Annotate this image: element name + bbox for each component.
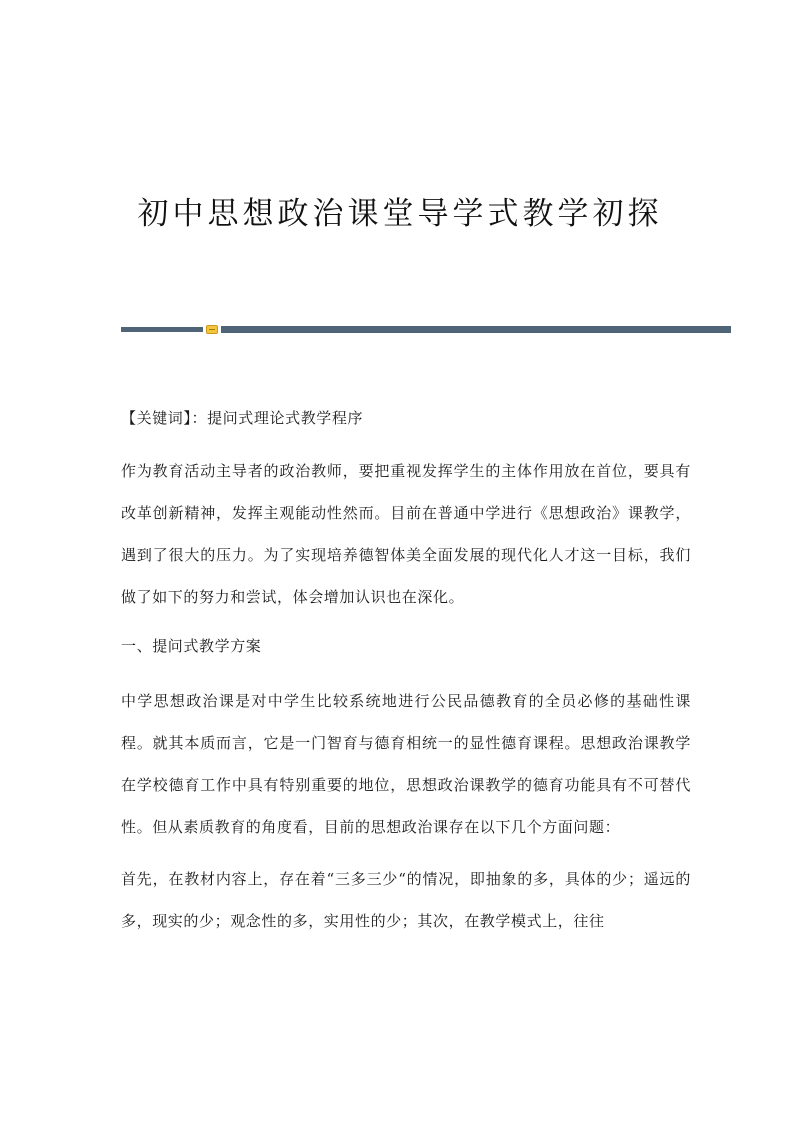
page-title: 初中思想政治课堂导学式教学初探 <box>137 196 663 232</box>
divider-bar-left <box>121 327 203 332</box>
keywords-line: 【关键词】：提问式理论式教学程序 <box>121 409 364 427</box>
divider-emblem-icon <box>206 325 218 334</box>
document-body <box>121 400 691 952</box>
intro-paragraph: 作为教育活动主导者的政治教师，要把重视发挥学生的主体作用放在首位，要具有改革创新精神，发挥主观能动性然而。目前在普通中学进行《思想政治》课教学，遇到了很大的压力。为了实现培养德智体美全面发展的现代化人才这一目标，我们做了如下的努力和尝试，体会增加认识也在深化。 <box>121 462 691 606</box>
section-paragraph-2: 首先，在教材内容上，存在着“三多三少“的情况，即抽象的多，具体的少；遥远的多，现实的少；观念性的多，实用性的少；其次，在教学模式上，往往 <box>121 870 691 930</box>
divider-bar-right <box>221 326 731 333</box>
section-heading: 一、提问式教学方案 <box>121 637 262 655</box>
title-divider <box>121 325 731 333</box>
section-paragraph-1: 中学思想政治课是对中学生比较系统地进行公民品德教育的全员必修的基础性课程。就其本质而言，它是一门智育与德育相统一的显性德育课程。思想政治课教学在学校德育工作中具有特别重要的地位，思想政治课教学的德育功能具有不可替代性。但从素质教育的角度看，目前的思想政治课存在以下几个方面问题： <box>121 692 691 836</box>
